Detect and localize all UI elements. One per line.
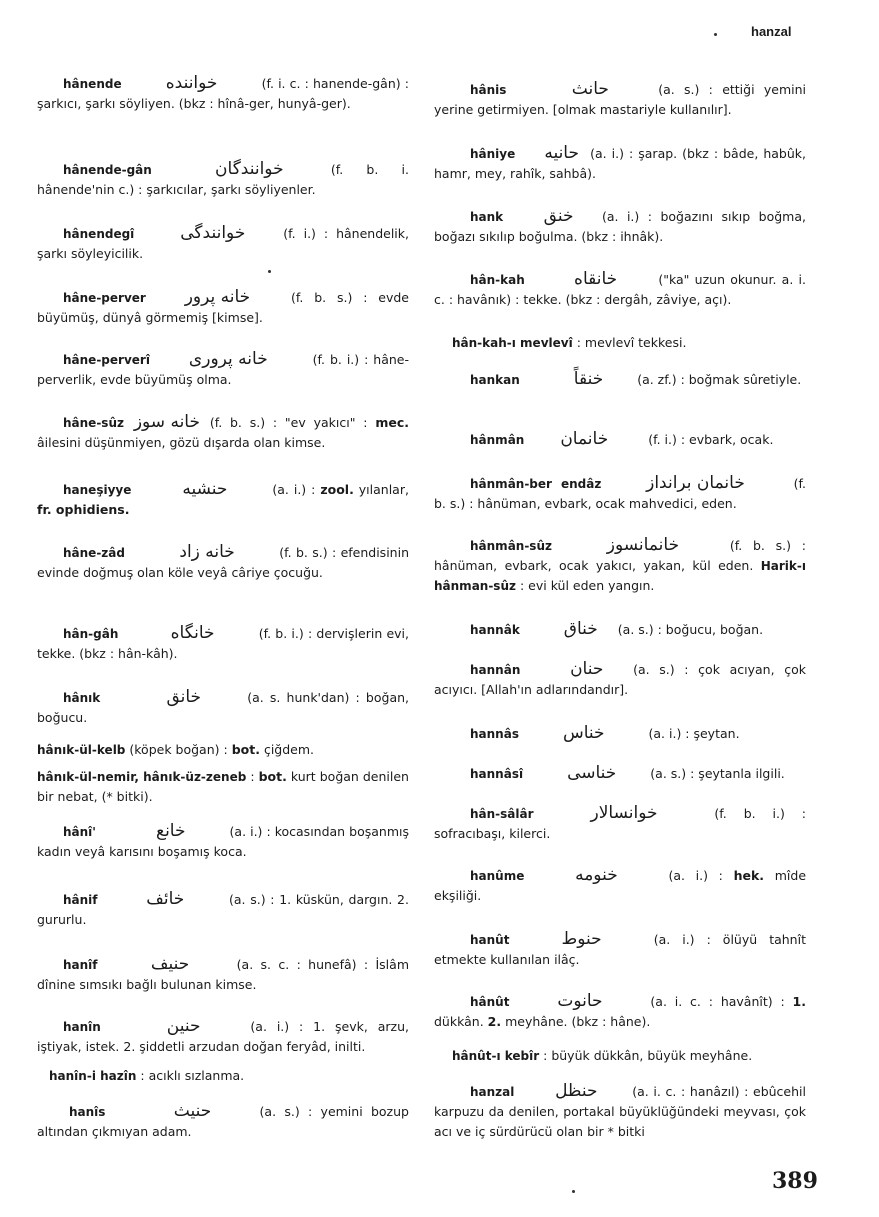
headword: hânis: [470, 83, 507, 97]
usage-label: bot.: [231, 742, 260, 757]
usage-label: bot.: [258, 769, 287, 784]
arabic-script: حنان: [570, 659, 604, 679]
entry: [434, 333, 806, 353]
definition: (a. i.) : ölüyü tahnît etmekte kullanılan ilâç.: [434, 932, 806, 967]
definition: (f. i.) : hânendelik, şarkı söyleyicilik.: [37, 226, 409, 261]
entry: [434, 804, 806, 844]
definition: (a. s.) : 1. küskün, dargın. 2. gururlu.: [37, 892, 409, 927]
french-term: fr. ophidiens.: [37, 502, 130, 517]
headword: hanîn: [63, 1020, 101, 1034]
header-dot: [714, 33, 717, 36]
arabic-script: خنومه: [575, 865, 618, 885]
arabic-script: حنیف: [150, 954, 190, 974]
arabic-script: حنوط: [561, 929, 602, 949]
headword: hanûme: [470, 869, 525, 883]
arabic-script: خناق: [563, 619, 598, 639]
definition: (f. b. s.) : hânüman, evbark, ocak yakıcı, yakan, kül eden.: [434, 538, 806, 573]
entry: [37, 74, 409, 114]
definition: (a. i.) : 1. şevk, arzu, iştiyak, istek. 2. şiddetli arzudan doğan feryâd, inilti.: [37, 1019, 409, 1054]
definition: (a. i.) :: [668, 868, 723, 883]
headword: hânmân: [470, 433, 525, 447]
arabic-script: حنیث: [173, 1101, 212, 1121]
definition-cont: yılanlar,: [358, 482, 409, 497]
arabic-script: خنقاً: [573, 369, 604, 389]
headword: hânût: [470, 995, 510, 1009]
arabic-script: خنق: [543, 206, 574, 226]
arabic-script: حانث: [571, 79, 609, 99]
entry: [434, 536, 806, 596]
headword: hânende-gân: [63, 163, 152, 177]
entry: [434, 764, 806, 784]
arabic-script: خواننده: [165, 73, 218, 93]
entry: [37, 688, 409, 728]
headword: hanîn-i hazîn: [49, 1069, 137, 1083]
definition: (a. s. hunk'dan) : boğan, boğucu.: [37, 690, 409, 725]
arabic-script: خائف: [146, 889, 185, 909]
definition: (a. i.) : şeytan.: [648, 726, 740, 741]
definition: (a. zf.) : boğmak sûretiyle.: [637, 372, 802, 387]
sub-headword: Harik-ı hânman-sûz: [434, 559, 806, 593]
definition: (f. b. s.) : hânüman, evbark, ocak mahvedici, eden.: [434, 476, 806, 511]
arabic-script: خانع: [156, 821, 186, 841]
definition: (a. s. c. : hunefâ) : İslâm dînine sımsıkı bağlı bulunan kimse.: [37, 957, 409, 992]
headword: hannân: [470, 663, 521, 677]
definition: (a. s.) : yemini bozup altından çıkmıyan adam.: [37, 1104, 409, 1139]
headword: hânmân-ber endâz: [470, 477, 602, 491]
arabic-script: خوانندگان: [215, 159, 284, 179]
stray-mark: [572, 1190, 575, 1193]
arabic-script: خانقاه: [574, 269, 618, 289]
entry: [434, 866, 806, 906]
headword: hânif: [63, 893, 98, 907]
headword: hân-kah-ı mevlevî: [452, 336, 573, 350]
arabic-script: حانیه: [544, 143, 579, 163]
entry: [37, 350, 409, 390]
definition-cont: kurt boğan denilen bir nebat, (* bitki).: [37, 769, 409, 804]
headword: hankan: [470, 373, 520, 387]
headword: hân-sâlâr: [470, 807, 534, 821]
entry: [37, 224, 409, 264]
entry: [37, 767, 409, 807]
definition: (f. b. s.) : efendisinin evinde doğmuş olan köle veyâ câriye çocuğu.: [37, 545, 409, 580]
headword: hâne-perver: [63, 291, 146, 305]
headword: hâne-perverî: [63, 353, 150, 367]
definition-cont: çiğdem.: [263, 742, 315, 757]
arabic-script: حانوت: [557, 991, 603, 1011]
arabic-script: خناس: [562, 723, 605, 743]
entry: [37, 1066, 409, 1086]
definition-cont: âilesini düşünmiyen, gözü dışarda olan kimse.: [37, 435, 326, 450]
headword: hânmân-sûz: [470, 539, 552, 553]
headword: hâne-zâd: [63, 546, 125, 560]
entry: [434, 660, 806, 700]
headword: hânî': [63, 825, 96, 839]
definition: (a. s.) : ettiği yemini yerine getirmiyen. [olmak mastariyle kullanılır].: [434, 82, 806, 117]
definition: (f. b. i. hânende'nin c.) : şarkıcılar, şarkı söyliyenler.: [37, 162, 409, 197]
definition-cont: dükkân.: [434, 1014, 484, 1029]
arabic-script: خانه زاد: [179, 542, 235, 562]
headword: hân-gâh: [63, 627, 119, 641]
arabic-script: خانه پروری: [188, 349, 268, 369]
definition: (a. i.) :: [272, 482, 316, 497]
running-head: hanzal: [751, 24, 792, 39]
definition: :: [250, 769, 255, 784]
headword: hânık-ül-nemir, hânık-üz-zeneb: [37, 770, 247, 784]
arabic-script: خانه پرور: [184, 287, 251, 307]
usage-label: hek.: [733, 868, 765, 883]
definition: (f. b. i.) : sofracıbaşı, kilerci.: [434, 806, 806, 841]
entry: [37, 288, 409, 328]
arabic-script: خانمانسوز: [606, 535, 680, 555]
entry: [37, 1102, 409, 1142]
entry: [37, 890, 409, 930]
arabic-script: حنشیه: [182, 479, 228, 499]
entry: [37, 160, 409, 200]
entry: [434, 992, 806, 1032]
headword: hânık: [63, 691, 101, 705]
definition: (f. b. s.) : "ev yakıcı" :: [209, 415, 368, 430]
headword: hannâsî: [470, 767, 524, 781]
entry: [37, 955, 409, 995]
usage-label: zool.: [320, 482, 354, 497]
stray-mark: [268, 270, 271, 273]
headword: hânende: [63, 77, 122, 91]
arabic-script: خوانندگی: [180, 223, 246, 243]
sense-number: 2.: [487, 1014, 502, 1029]
arabic-script: حنظل: [555, 1081, 598, 1101]
arabic-script: خناسی: [567, 763, 617, 783]
entry: [37, 480, 409, 520]
entry: [434, 724, 806, 744]
headword: hânendegî: [63, 227, 135, 241]
definition: : acıklı sızlanma.: [140, 1068, 245, 1083]
entry: [37, 822, 409, 862]
page-number: 389: [772, 1168, 818, 1194]
definition: (f. b. i.) : dervişlerin evi, tekke. (bkz : hân-kâh).: [37, 626, 409, 661]
definition: (a. i. c. : havânît) :: [650, 994, 785, 1009]
definition: (a. i.) : şarap. (bkz : bâde, habûk, hamr, mey, rahîk, sahbâ).: [434, 146, 807, 181]
headword: hâniye: [470, 147, 516, 161]
headword: hannâs: [470, 727, 519, 741]
entry: [37, 1017, 409, 1057]
arabic-script: خانمان برانداز: [646, 473, 745, 493]
arabic-script: خانه سوز: [133, 412, 200, 432]
definition: (f. b. i.) : hâne-perverlik, evde büyümüş olma.: [37, 352, 409, 387]
usage-label: mec.: [375, 415, 409, 430]
arabic-script: خانگاه: [170, 623, 215, 643]
definition: (a. i.) : kocasından boşanmış kadın veyâ karısını boşamış koca.: [37, 824, 409, 859]
headword: hanîf: [63, 958, 98, 972]
headword: haneşiyye: [63, 483, 132, 497]
headword: hân-kah: [470, 273, 525, 287]
headword: hanzal: [470, 1085, 515, 1099]
arabic-script: خانق: [166, 687, 202, 707]
entry: [434, 207, 806, 247]
entry: [434, 930, 806, 970]
arabic-script: حنین: [166, 1016, 201, 1036]
entry: [37, 624, 409, 664]
definition: ("ka" uzun okunur. a. i. c. : havânık) : tekke. (bkz : dergâh, zâviye, açı).: [434, 272, 806, 307]
entry: [37, 413, 409, 453]
headword: hâne-sûz: [63, 416, 124, 430]
entry: [434, 80, 806, 120]
definition: : büyük dükkân, büyük meyhâne.: [543, 1048, 753, 1063]
entry: [434, 1046, 806, 1066]
entry: [37, 740, 409, 760]
definition-cont: meyhâne. (bkz : hâne).: [505, 1014, 651, 1029]
entry: [434, 1082, 806, 1142]
definition: (a. s.) : çok acıyan, çok acıyıcı. [Allah'ın adlarındandır].: [434, 662, 806, 697]
definition: (f. i.) : evbark, ocak.: [648, 432, 774, 447]
arabic-script: خوانسالار: [590, 803, 658, 823]
headword: hanût: [470, 933, 510, 947]
arabic-script: خانمان: [560, 429, 609, 449]
entry: [434, 474, 806, 514]
definition-cont: mîde ekşiliği.: [434, 868, 807, 903]
definition: (a. i. c. : hanâzıl) : ebûcehil karpuzu da denilen, portakal büyüklüğündeki meyvası, çok acı ve iç sürdürücü olan bir * bitki: [434, 1084, 806, 1139]
headword: hânık-ül-kelb: [37, 743, 126, 757]
headword: hânût-ı kebîr: [452, 1049, 540, 1063]
definition-cont: : evi kül eden yangın.: [519, 578, 655, 593]
headword: hanîs: [69, 1105, 106, 1119]
entry: [434, 430, 806, 450]
entry: [434, 270, 806, 310]
definition: (köpek boğan) :: [129, 742, 228, 757]
definition: (a. s.) : şeytanla ilgili.: [650, 766, 785, 781]
entry: [37, 543, 409, 583]
sense-number: 1.: [792, 994, 806, 1009]
headword: hank: [470, 210, 504, 224]
definition: (f. i. c. : hanende-gân) : şarkıcı, şarkı söyliyen. (bkz : hînâ-ger, hunyâ-ger).: [37, 76, 409, 111]
definition: (f. b. s.) : evde büyümüş, dünyâ görmemiş [kimse].: [37, 290, 409, 325]
entry: [434, 370, 806, 390]
entry: [434, 144, 806, 184]
definition: (a. i.) : boğazını sıkıp boğma, boğazı sıkılıp boğulma. (bkz : ihnâk).: [434, 209, 806, 244]
headword: hannâk: [470, 623, 520, 637]
definition: : mevlevî tekkesi.: [576, 335, 687, 350]
entry: [434, 620, 806, 640]
definition: (a. s.) : boğucu, boğan.: [617, 622, 764, 637]
